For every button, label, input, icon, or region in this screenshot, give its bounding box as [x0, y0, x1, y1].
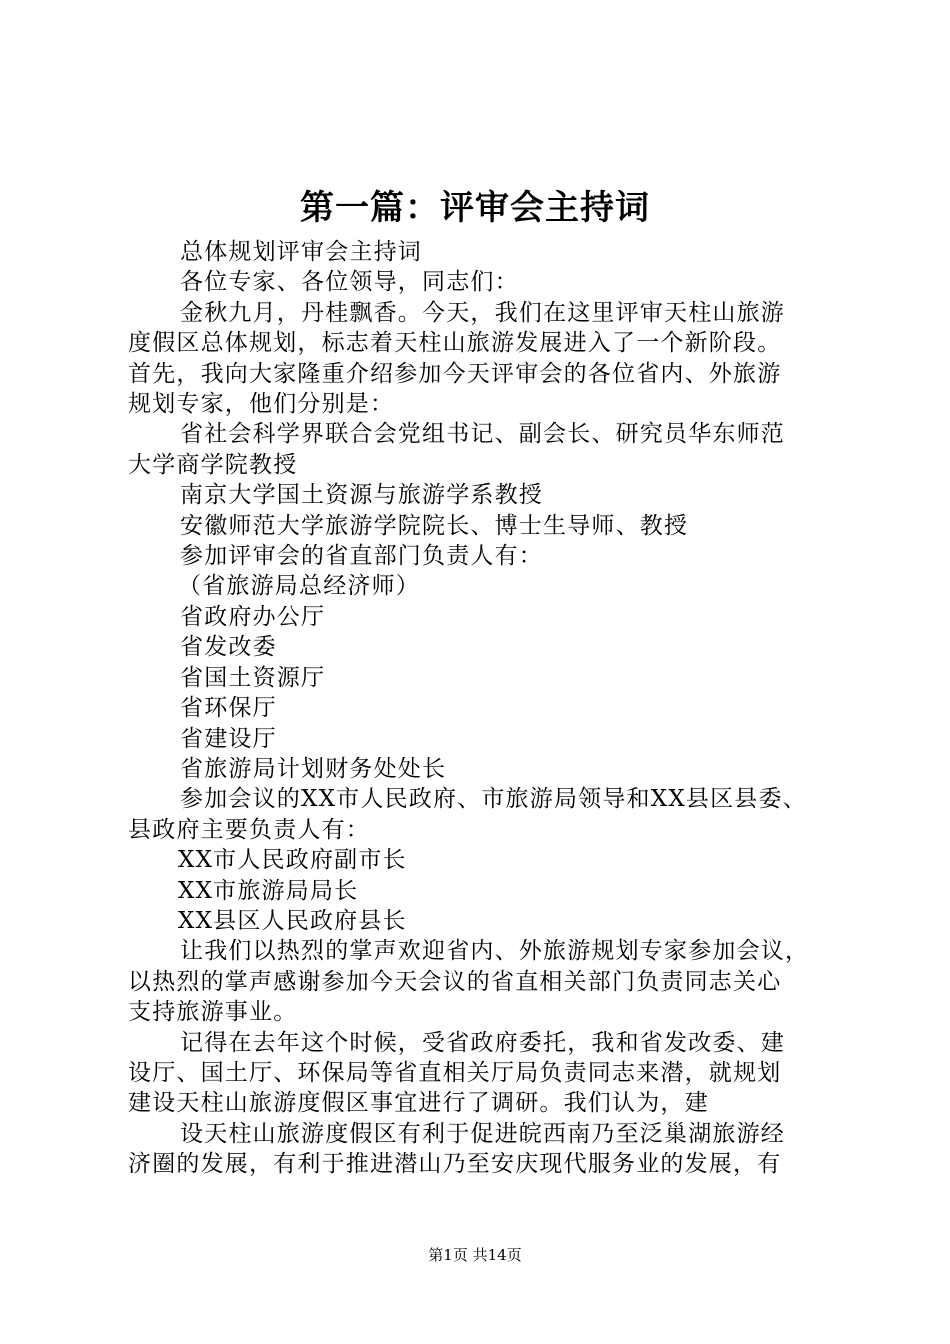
- paragraph-line: 以热烈的掌声感谢参加今天会议的省直相关部门负责同志关心: [128, 968, 782, 995]
- paragraph-line: 省旅游局计划财务处处长: [180, 755, 447, 782]
- paragraph-line: 建设天柱山旅游度假区事宜进行了调研。我们认为，建: [128, 1090, 709, 1117]
- paragraph-line: 省政府办公厅: [180, 603, 326, 630]
- paragraph-line: 支持旅游事业。: [128, 999, 298, 1026]
- paragraph-line: XX县区人民政府县长: [178, 907, 407, 934]
- paragraph-line: 设厅、国土厅、环保局等省直相关厅局负责同志来潜，就规划: [128, 1059, 782, 1086]
- paragraph-line: （省旅游局总经济师）: [178, 573, 420, 600]
- paragraph-line: 大学商学院教授: [128, 451, 298, 478]
- paragraph-line: 各位专家、各位领导，同志们：: [180, 269, 519, 296]
- paragraph-line: 省环保厅: [180, 695, 277, 722]
- paragraph-line: 济圈的发展，有利于推进潜山乃至安庆现代服务业的发展，有: [128, 1151, 782, 1178]
- paragraph-line: 记得在去年这个时候，受省政府委托，我和省发改委、建: [180, 1029, 785, 1056]
- paragraph-line: 度假区总体规划，标志着天柱山旅游发展进入了一个新阶段。: [128, 330, 782, 357]
- paragraph-line: 参加评审会的省直部门负责人有：: [180, 543, 543, 570]
- page-number-footer: 第1页 共14页: [428, 1246, 522, 1264]
- paragraph-line: 总体规划评审会主持词: [180, 239, 422, 265]
- paragraph-line: 省建设厅: [180, 725, 277, 752]
- paragraph-line: 省发改委: [180, 634, 277, 661]
- document-body: [128, 237, 833, 1180]
- paragraph-line: 规划专家，他们分别是：: [128, 391, 395, 418]
- paragraph-line: XX市旅游局局长: [178, 877, 359, 904]
- paragraph-line: 首先，我向大家隆重介绍参加今天评审会的各位省内、外旅游: [128, 360, 782, 387]
- paragraph-line: 县政府主要负责人有：: [128, 816, 370, 843]
- paragraph-line: 让我们以热烈的掌声欢迎省内、外旅游规划专家参加会议，: [180, 938, 810, 965]
- paragraph-line: XX市人民政府副市长: [178, 847, 407, 874]
- paragraph-line: 设天柱山旅游度假区有利于促进皖西南乃至泛巢湖旅游经: [180, 1120, 785, 1147]
- paragraph-line: 安徽师范大学旅游学院院长、博士生导师、教授: [180, 512, 689, 539]
- paragraph-line: 金秋九月，丹桂飘香。今天，我们在这里评审天柱山旅游: [180, 299, 785, 326]
- paragraph-line: 参加会议的XX市人民政府、市旅游局领导和XX县区县委、: [180, 786, 807, 813]
- paragraph-line: 省社会科学界联合会党组书记、副会长、研究员华东师范: [180, 421, 785, 448]
- paragraph-line: 省国土资源厅: [180, 664, 326, 691]
- paragraph-line: 南京大学国土资源与旅游学系教授: [180, 482, 543, 509]
- document-title: 第一篇：评审会主持词: [300, 188, 650, 228]
